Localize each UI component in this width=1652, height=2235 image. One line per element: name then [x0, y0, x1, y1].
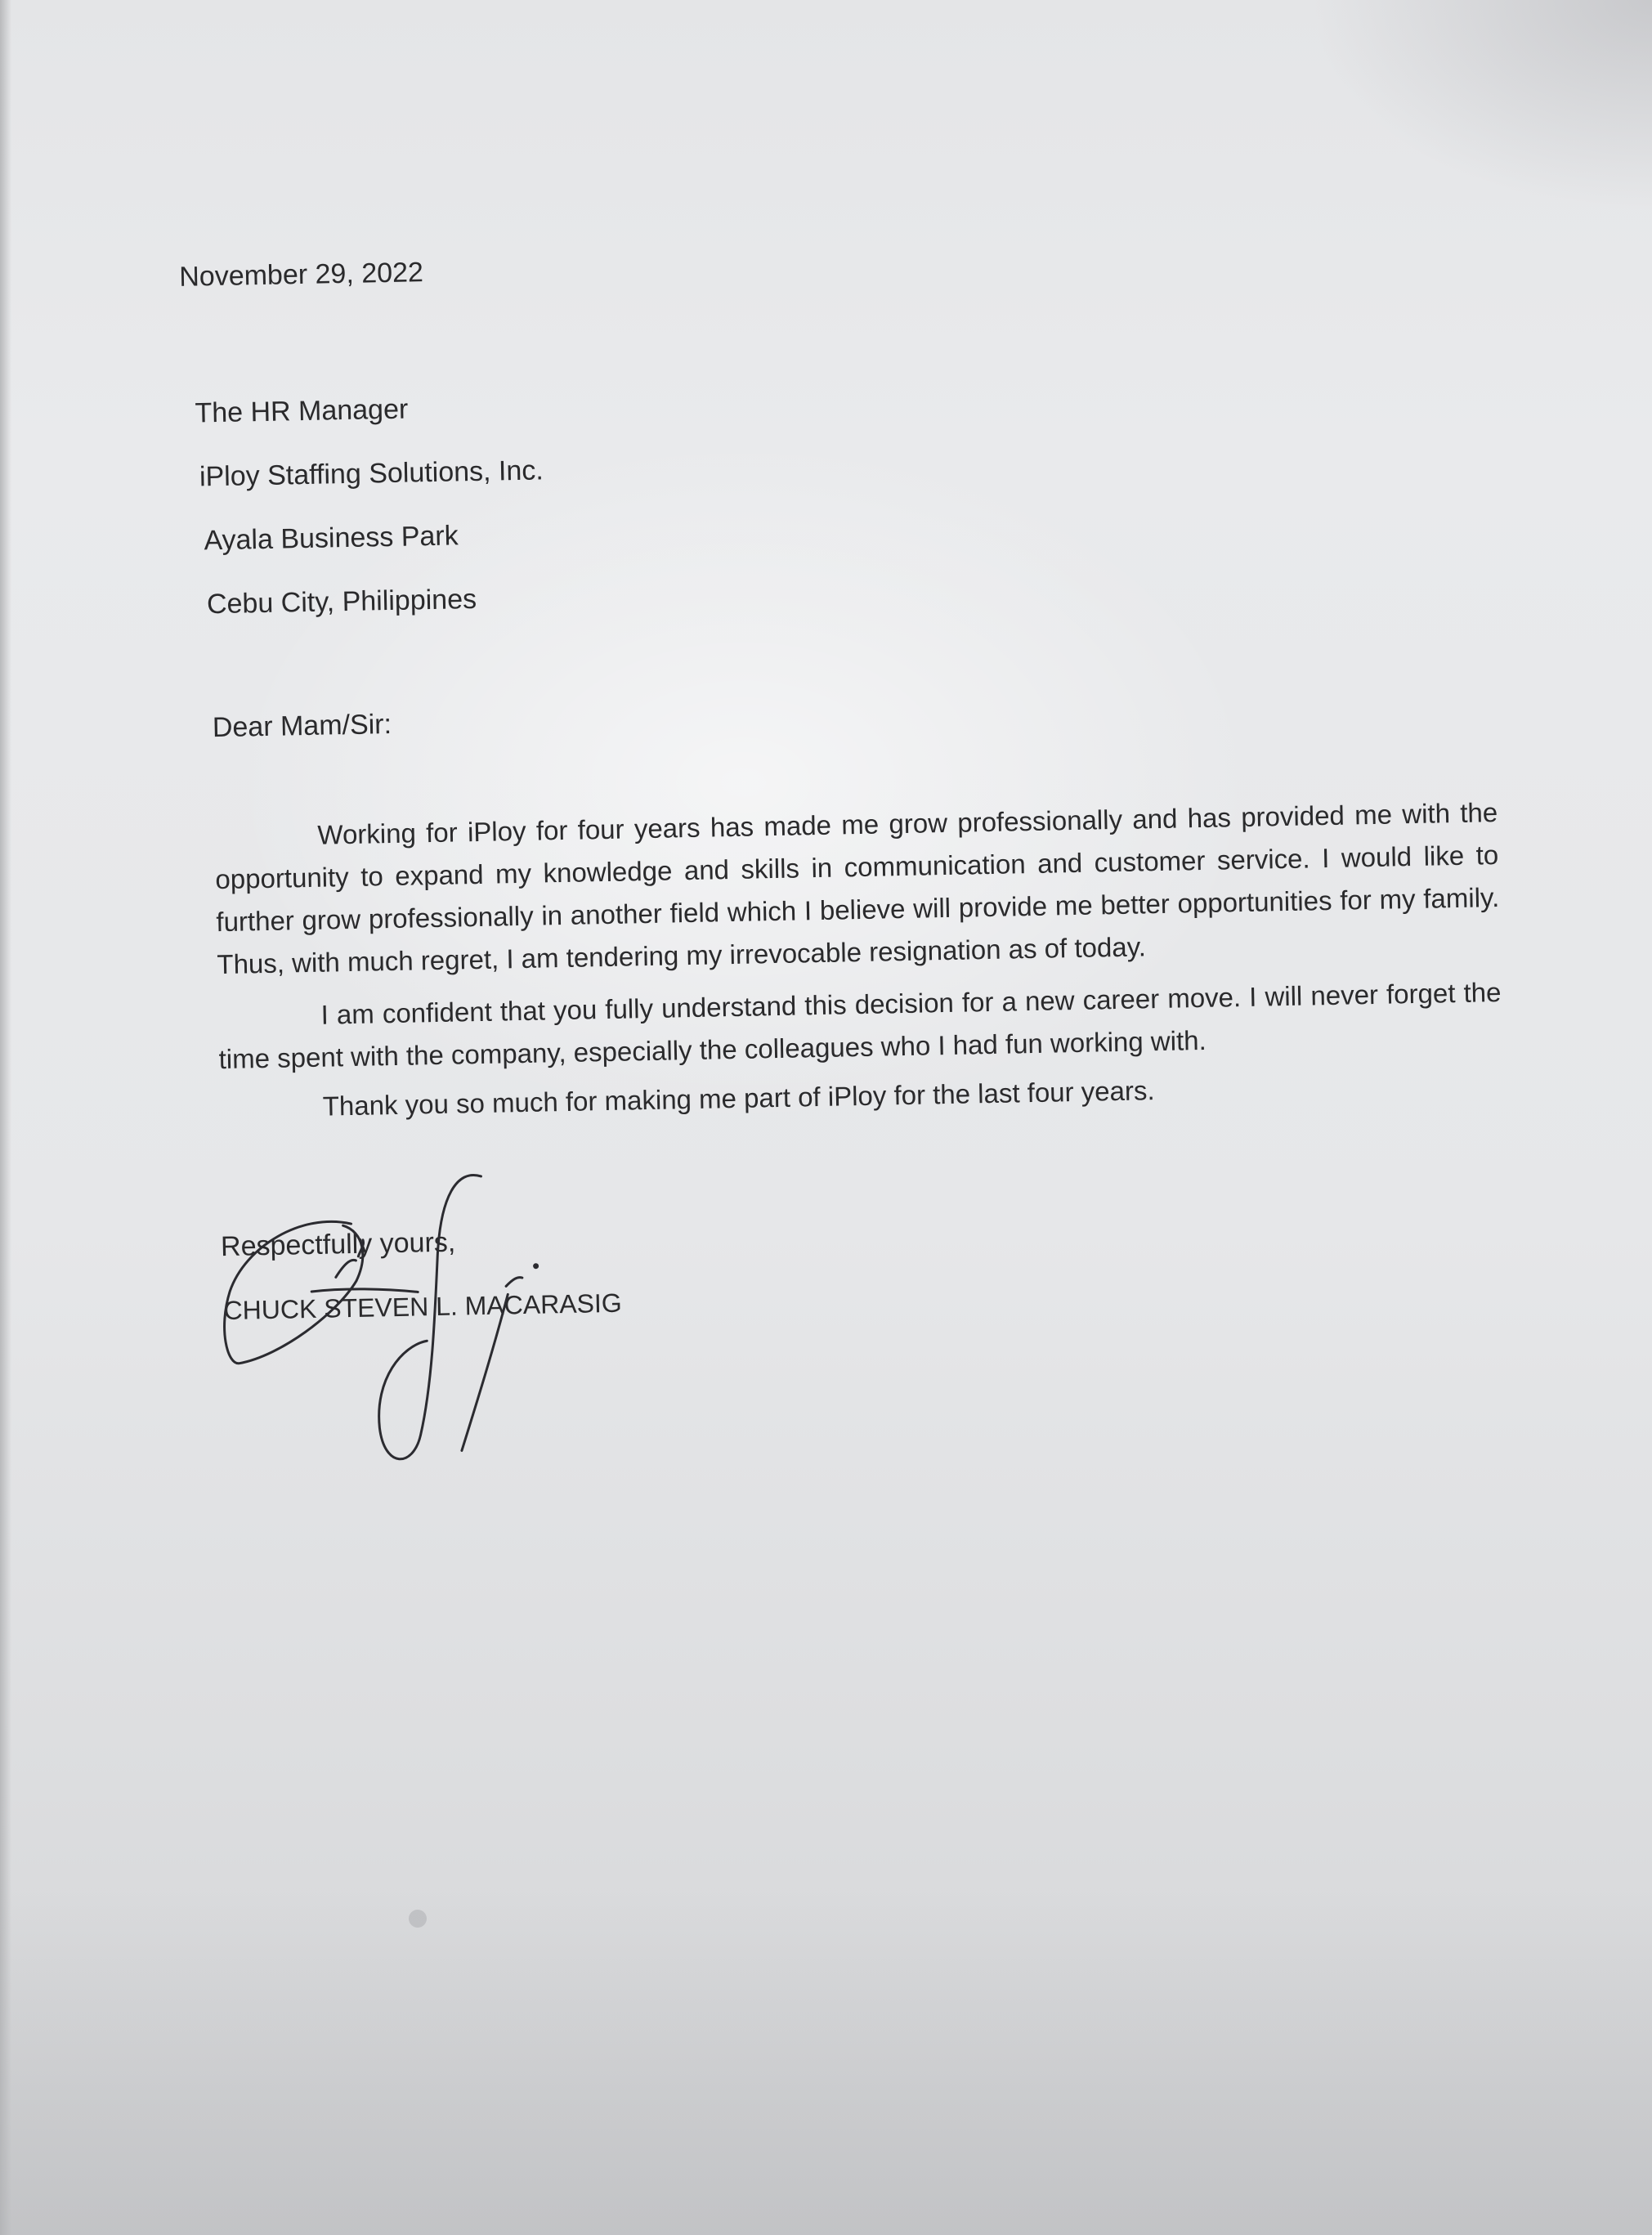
recipient-company: iPloy Staffing Solutions, Inc. [199, 455, 544, 493]
body-paragraph-2: I am confident that you fully understand this decision for a new career move. I will never forget the time spent with the company, especially the colleagues who I had fun working with. [218, 976, 1502, 1075]
handwritten-signature [211, 1162, 576, 1480]
signature-oval-stroke [222, 1221, 365, 1364]
body-paragraph-3: Thank you so much for making me part of iPloy for the last four years. [322, 1075, 1155, 1122]
signature-diagonal-stroke [459, 1294, 511, 1450]
letter-date: November 29, 2022 [178, 257, 424, 293]
signature-strike-stroke [311, 1288, 418, 1294]
closing: Respectfully yours, [220, 1226, 456, 1263]
signature-tick-stroke [506, 1278, 522, 1287]
recipient-city: Cebu City, Philippines [206, 583, 477, 620]
bottom-shadow [0, 1892, 1652, 2235]
signature-strokes [222, 1174, 541, 1462]
signer-name: CHUCK STEVEN L. MACARASIG [223, 1288, 623, 1326]
recipient-address: Ayala Business Park [204, 520, 459, 557]
body-paragraph-1: Working for iPloy for four years has made me grow professionally and has provided me with the opportunity to expand my knowledge and skills in communication and customer service. I would like to further grow professionally in another field which I believe will provide me better opportunities for my family. Thus, with much regret, I am tendering my irrevocable resignation as of today. [215, 797, 1500, 980]
salutation: Dear Mam/Sir: [212, 708, 392, 744]
recipient-title: The HR Manager [195, 393, 409, 429]
signature-dot [535, 1265, 538, 1268]
signature-tall-stroke [374, 1175, 486, 1459]
